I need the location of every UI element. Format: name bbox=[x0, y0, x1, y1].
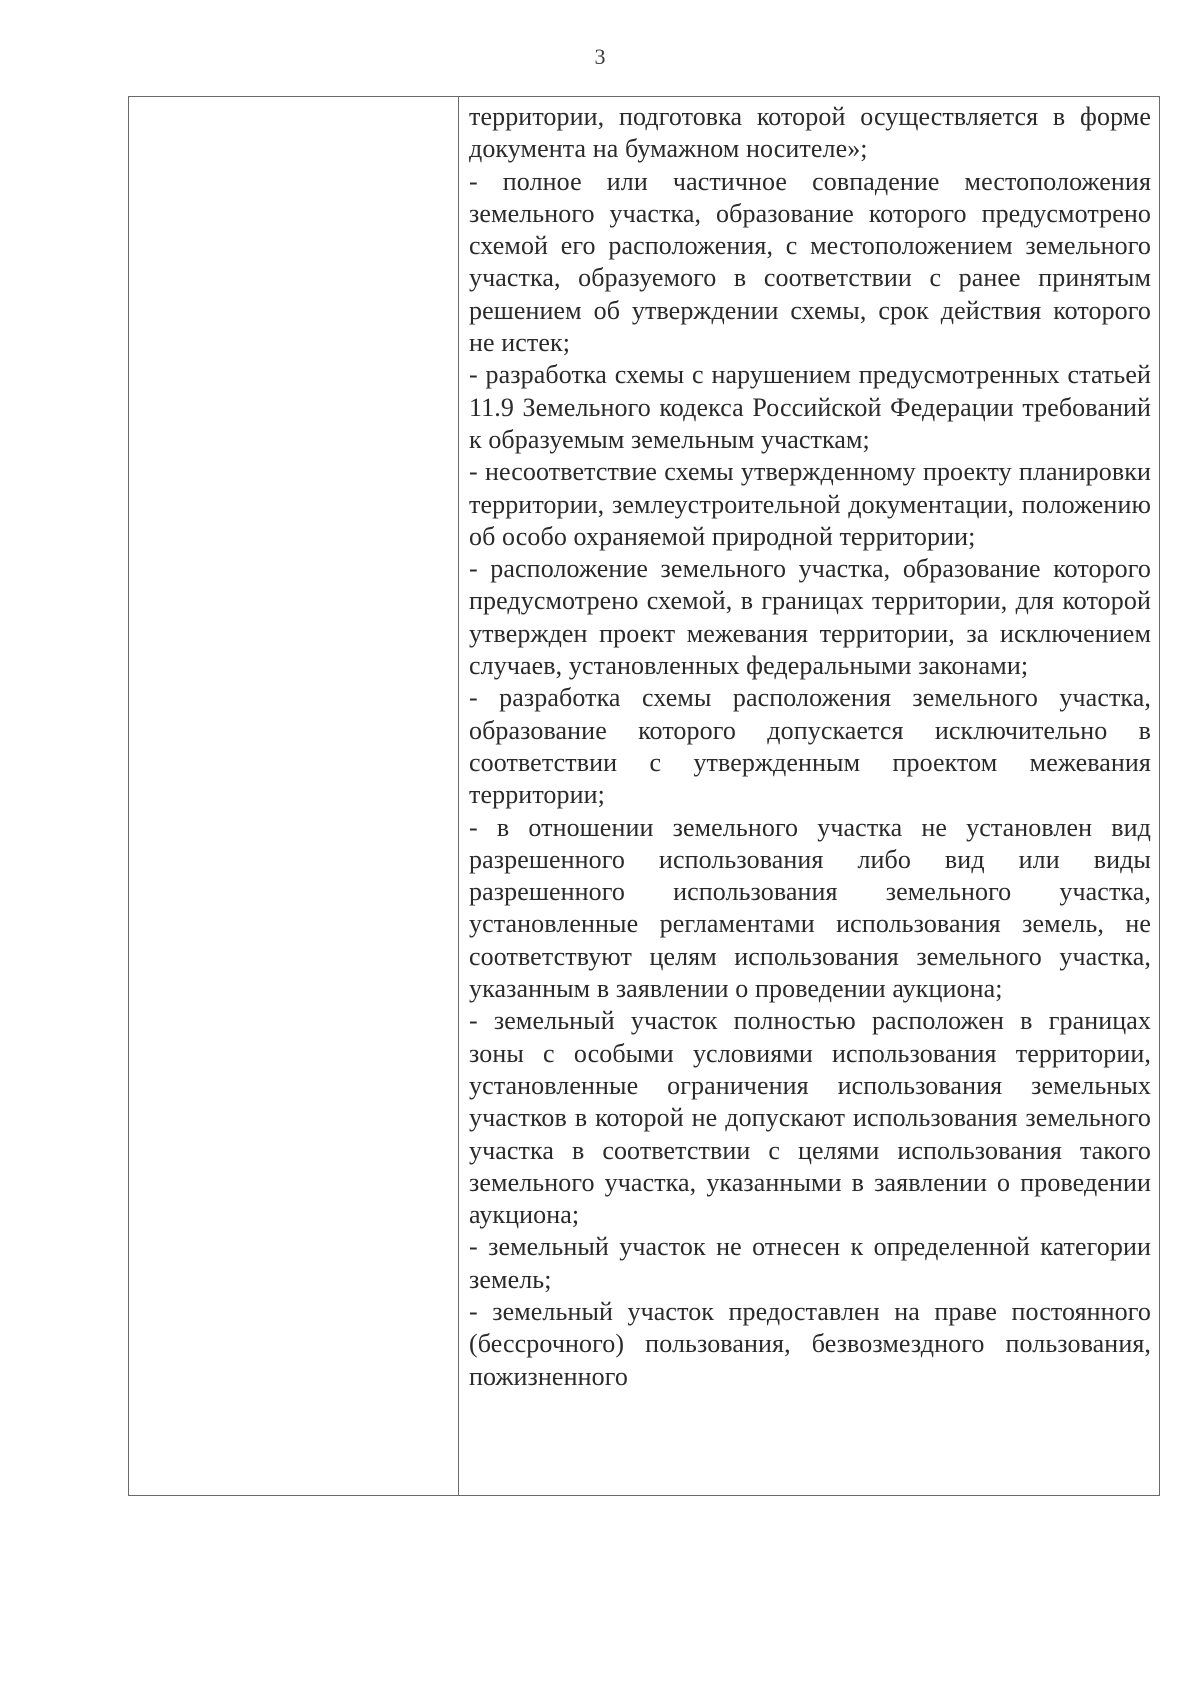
paragraph: - в отношении земельного участка не установлен вид разрешенного использования либо вид или виды разрешенного использования земельного участка, установленные регламентами использования земель, не соответствуют целям использования земельного участка, указанным в заявлении о проведении аукциона; bbox=[469, 812, 1151, 1004]
paragraph: - несоответствие схемы утвержденному проекту планировки территории, землеустроительной документации, положению об особо охраняемой природной территории; bbox=[469, 457, 1151, 551]
table-right-cell bbox=[459, 97, 1159, 1495]
paragraph: - земельный участок не отнесен к определенной категории земель; bbox=[469, 1232, 1151, 1294]
page-number: 3 bbox=[594, 44, 606, 69]
paragraph: - расположение земельного участка, образование которого предусмотрено схемой, в границах территории, для которой утвержден проект межевания территории, за исключением случаев, установленных федеральными законами; bbox=[469, 554, 1151, 681]
document-table bbox=[128, 96, 1160, 1496]
table-left-cell bbox=[129, 97, 459, 1495]
paragraph: - полное или частичное совпадение местоположения земельного участка, образование которого предусмотрено схемой его расположения, с местоположением земельного участка, образуемого в соответствии с ранее принятым решением об утверждении схемы, срок действия которого не истек; bbox=[469, 166, 1151, 358]
paragraph: территории, подготовка которой осуществляется в форме документа на бумажном носителе»; bbox=[469, 102, 1151, 164]
paragraph: - разработка схемы расположения земельного участка, образование которого допускается исключительно в соответствии с утвержденным проектом межевания территории; bbox=[469, 683, 1151, 810]
paragraph: - земельный участок предоставлен на праве постоянного (бессрочного) пользования, безвозмездного пользования, пожизненного bbox=[469, 1296, 1151, 1391]
paragraph: - разработка схемы с нарушением предусмотренных статьей 11.9 Земельного кодекса Российской Федерации требований к образуемым земельным участкам; bbox=[469, 360, 1151, 454]
paragraph: - земельный участок полностью расположен в границах зоны с особыми условиями использования территории, установленные ограничения использования земельных участков в которой не допускают использования земельного участка в соответствии с целями использования такого земельного участка, указанными в заявлении о проведении аукциона; bbox=[469, 1006, 1151, 1230]
